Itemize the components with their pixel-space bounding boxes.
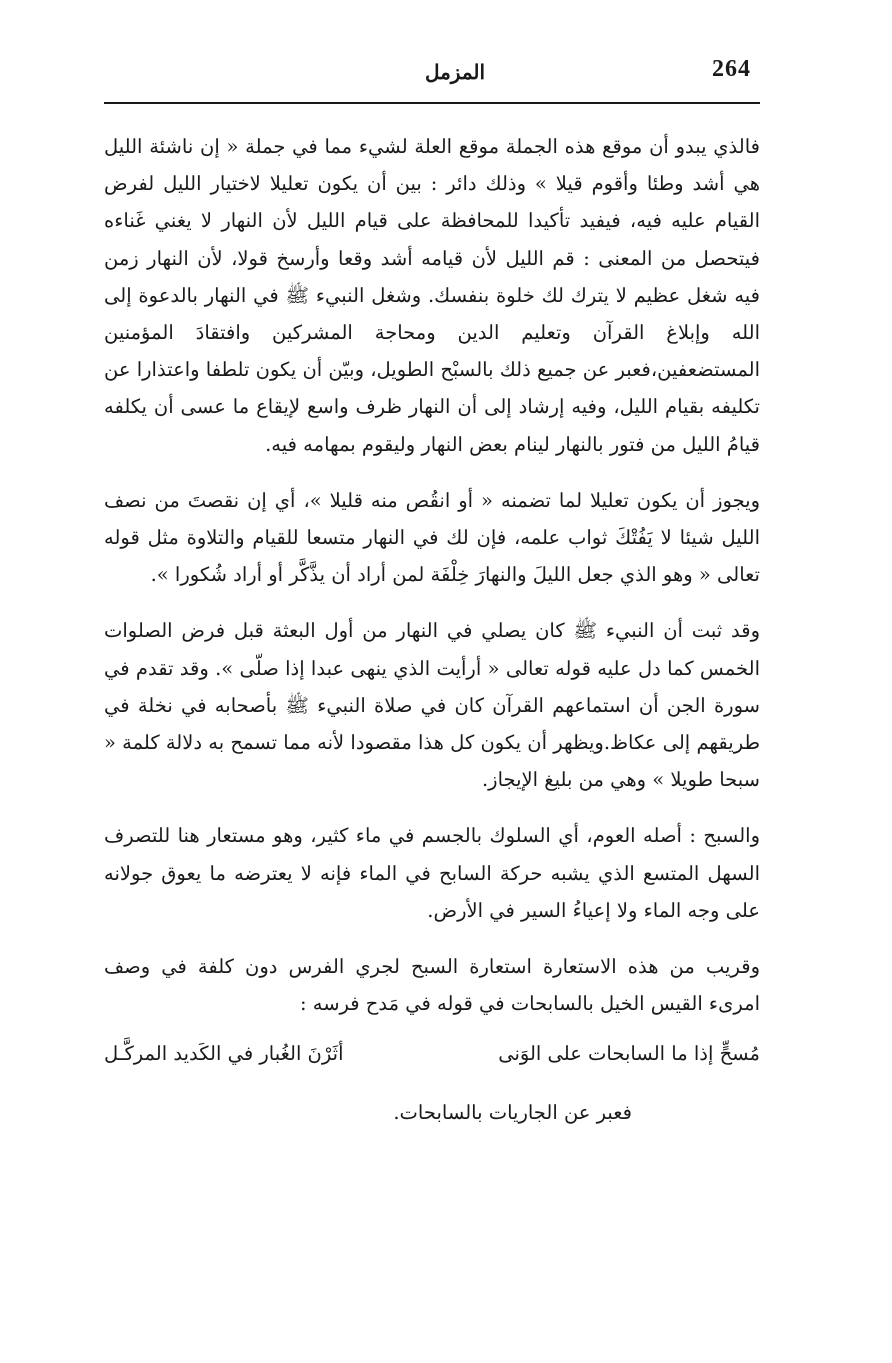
paragraph-2: ويجوز أن يكون تعليلا لما تضمنه « أو انقُص منه قليلا »، أي إن نقصتَ من نصف الليل شيئا لا يَفُتْكَ ثواب علمه، فإن لك في النهار متسعا للقيام والتلاوة مثل قوله تعالى « وهو الذي جعل الليلَ والنهارَ خِلْفَة لمن أراد أن يذَّكَّر أو أراد شُكورا ». xyxy=(104,488,760,587)
paragraph-5: وقريب من هذه الاستعارة استعارة السبح لجري الفرس دون كلفة في وصف امرىء القيس الخيل بالسابحات في قوله في مَدح فرسه : xyxy=(104,955,760,1016)
running-title: المزمل xyxy=(424,60,486,84)
verse-second-hemistich: أثَرْنَ الغُبار في الكَديد المركَّـل xyxy=(104,1042,344,1066)
header-rule xyxy=(104,102,760,104)
page-number: 264 xyxy=(712,56,751,82)
paragraph-1: فالذي يبدو أن موقع هذه الجملة موقع العلة لشيء مما في جملة « إن ناشئة الليل هي أشد وطئا وأقوم قيلا » وذلك دائر : بين أن يكون تعليلا لاختيار الليل لفرض القيام عليه فيه، فيفيد تأكيدا للمحافظة على قيام الليل لأن النهار لا يغني غَناءه فيتحصل من المعنى : قم الليل لأن قيامه أشد وقعا وأرسخ قولا، لأن النهار زمن فيه شغل عظيم لا يترك لك خلوة بنفسك. وشغل النبيء ﷺ في النهار بالدعوة إلى الله وإبلاغ القرآن وتعليم الدين ومحاجة المشركين وافتقادَ المؤمنين المستضعفين،فعبر عن جميع ذلك بالسبْح الطويل، وبيّن أن يكون تلطفا واعتذارا عن تكليفه بقيام الليل، وفيه إرشاد إلى أن النهار ظرف واسع لإيقاع ما عسى أن يكلفه قيامُ الليل من فتور بالنهار لينام بعض النهار وليقوم بمهامه فيه. xyxy=(104,135,760,456)
verse-first-hemistich: مُسحٍّ إذا ما السابحات على الوَنى xyxy=(498,1042,760,1066)
page-body xyxy=(104,128,760,1131)
poetry-verse xyxy=(104,1035,760,1072)
closing-line: فعبر عن الجاريات بالسابحات. xyxy=(393,1100,632,1124)
paragraph-3: وقد ثبت أن النبيء ﷺ كان يصلي في النهار من أول البعثة قبل فرض الصلوات الخمس كما دل عليه قوله تعالى « أرأيت الذي ينهى عبدا إذا صلّى ». وقد تقدم في سورة الجن أن استماعهم القرآن كان في صلاة النبيء ﷺ بأصحابه في نخلة في طريقهم إلى عكاظ.ويظهر أن يكون كل هذا مقصودا لأنه مما تسمح به دلالة كلمة « سبحا طويلا » وهي من بليغ الإيجاز. xyxy=(104,619,760,792)
paragraph-4: والسبح : أصله العوم، أي السلوك بالجسم في ماء كثير، وهو مستعار هنا للتصرف السهل المتسع الذي يشبه حركة السابح في الماء فإنه لا يعترضه ما يعوق جولانه على وجه الماء ولا إعياءُ السير في الأرض. xyxy=(104,824,760,922)
